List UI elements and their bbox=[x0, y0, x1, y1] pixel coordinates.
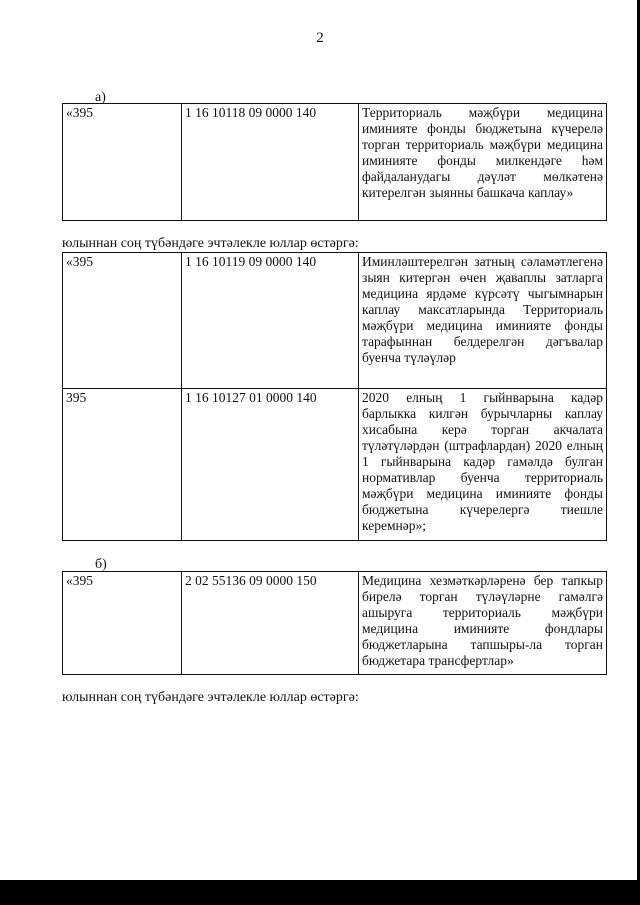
table-row bbox=[63, 572, 607, 675]
section-a-label: а) bbox=[95, 90, 106, 105]
table-row bbox=[63, 104, 607, 221]
budget-code-cell: «395 bbox=[63, 253, 182, 389]
section-b-label: б) bbox=[95, 557, 107, 572]
budget-code-cell: «395 bbox=[63, 572, 182, 675]
kbk-code-cell: 1 16 10127 01 0000 140 bbox=[182, 389, 359, 541]
page-number: 2 bbox=[316, 30, 324, 46]
kbk-code-cell: 1 16 10119 09 0000 140 bbox=[182, 253, 359, 389]
budget-code-cell: «395 bbox=[63, 104, 182, 221]
table-a-existing bbox=[62, 103, 607, 221]
table-row bbox=[63, 253, 607, 389]
kbk-code-cell: 1 16 10118 09 0000 140 bbox=[182, 104, 359, 221]
table-a-insert bbox=[62, 252, 607, 541]
instruction-paragraph: юлыннан соң түбәндәге эчтәлекле юллар өстәргә: bbox=[62, 236, 359, 251]
table-row bbox=[63, 389, 607, 541]
scan-bottom-border bbox=[0, 880, 640, 905]
description-cell: Медицина хезмәткәрләренә бер тапкыр бирелә торган түләүләрне гамәлгә ашыруга территориаль мәҗбүри медицина иминияте фондлары бюджетларына тапшыры-ла торган бюджетара трансфертлар» bbox=[359, 572, 607, 675]
table-b-existing bbox=[62, 571, 607, 675]
instruction-paragraph: юлыннан соң түбәндәге эчтәлекле юллар өстәргә: bbox=[62, 690, 359, 705]
budget-code-cell: 395 bbox=[63, 389, 182, 541]
kbk-code-cell: 2 02 55136 09 0000 150 bbox=[182, 572, 359, 675]
description-cell: Иминләштерелгән затның сәламәтлегенә зыян китергән өчен җаваплы затларга медицина ярдәме күрсәтү чыгымнарын каплау максатларында Территориаль мәҗбүри медицина иминияте фонды тарафыннан белдерелгән дәгъвалар буенча түләүләр bbox=[359, 253, 607, 389]
description-cell: Территориаль мәҗбүри медицина иминияте фонды бюджетына күчерелә торган территориаль мәҗбүри медицина иминияте фонды милкендәге һәм файдаланудагы дәүләт мөлкәтенә китерелгән зыянны башкача каплау» bbox=[359, 104, 607, 221]
description-cell: 2020 елның 1 гыйнварына кадәр барлыкка килгән бурычларны каплау хисабына керә торган акчалата түләтүләрдән (штрафлардан) 2020 елның 1 гыйнварына кадәр гамәлдә булган нормативлар буенча территориаль мәҗбүри медицина иминияте фонды бюджетына күчерелергә тиешле керемнәр»; bbox=[359, 389, 607, 541]
